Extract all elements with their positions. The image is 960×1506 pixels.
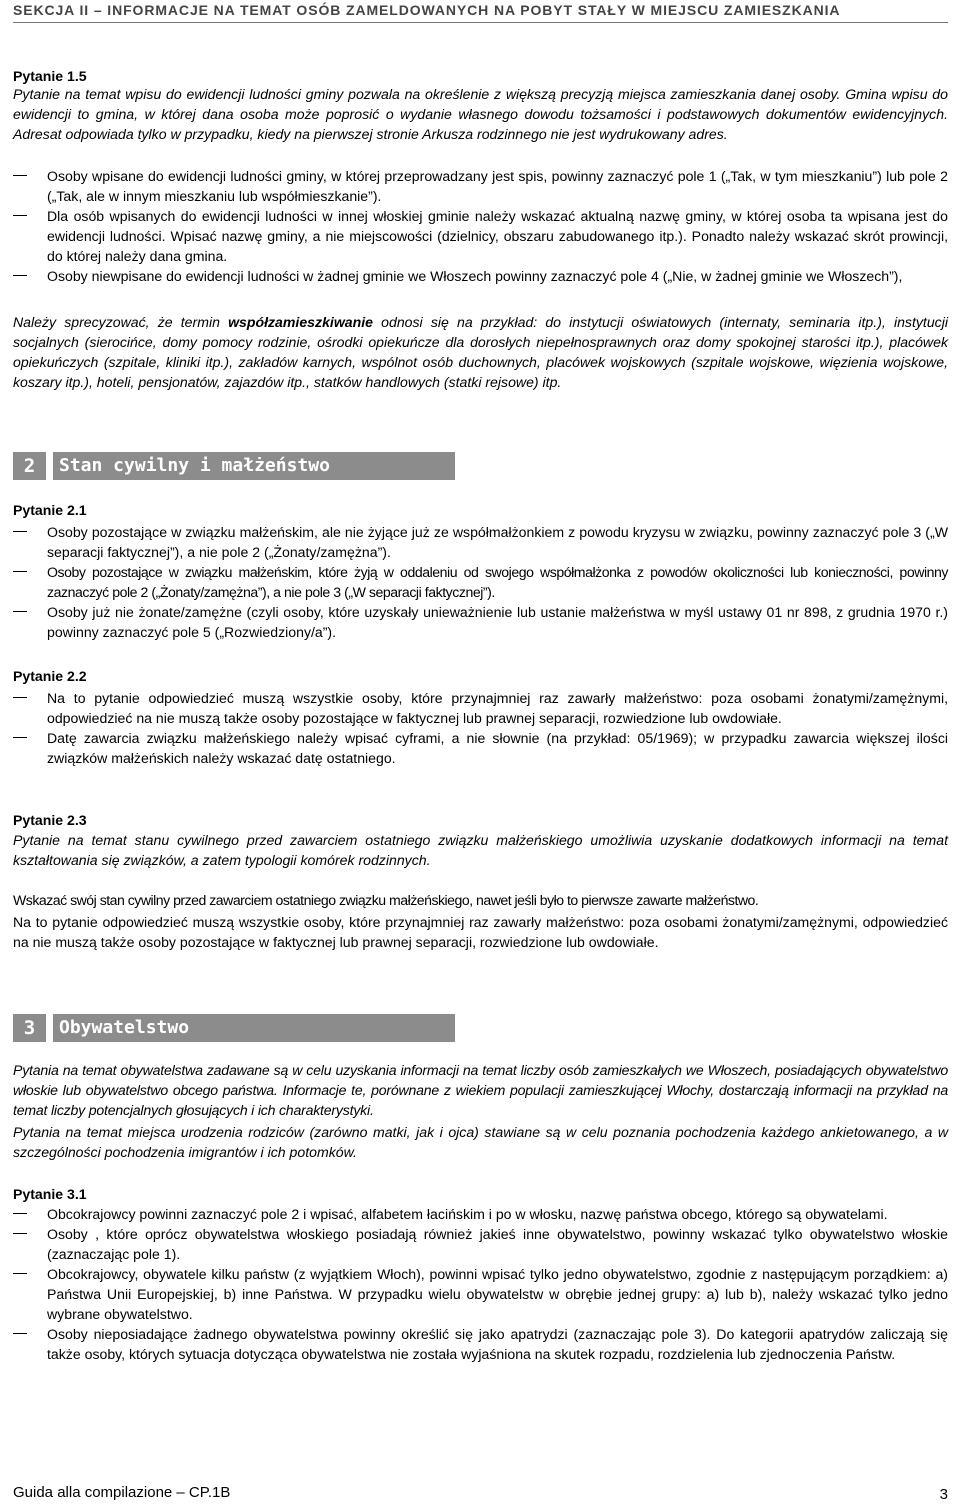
list-item: Datę zawarcia związku małżeńskiego należy wpisać cyframi, a nie słownie (na przykład: 05/1969); w przypadku zawarcia większej ilości związków małżeńskich należy wskazać datę ostatniego. xyxy=(13,728,948,768)
list-item: Na to pytanie odpowiedzieć muszą wszystkie osoby, które przynajmniej raz zawarły małżeństwo: poza osobami żonatymi/zamężnymi, odpowiedzieć na nie muszą także osoby pozostające w faktycznej lub prawnej separacji, rozwiedzione lub owdowiałe. xyxy=(13,688,948,728)
dash-bullet xyxy=(13,175,27,176)
dash-bullet xyxy=(13,531,27,532)
dash-bullet xyxy=(13,1273,27,1274)
question-1-5-heading: Pytanie 1.5 xyxy=(13,68,87,84)
list-item: Osoby już nie żonate/zamężne (czyli osoby, które uzyskały unieważnienie lub ustanie małżeństwa w myśl ustawy 01 nr 898, z grudnia 1970 r.) powinny zaznaczyć pole 5 („Rozwiedziony/a”). xyxy=(13,602,948,642)
section-3-intro-2: Pytania na temat miejsca urodzenia rodziców (zarówno matki, jak i ojca) stawiane są w celu poznania pochodzenia każdego ankietowanego, a w szczególności pochodzenia imigrantów i ich potomków. xyxy=(13,1124,948,1160)
question-2-3-note: Na to pytanie odpowiedzieć muszą wszystkie osoby, które przynajmniej raz zawarły małżeństwo: poza osobami żonatymi/zamężnymi, odpowiedzieć na nie muszą także osoby pozostające w faktycznej lub prawnej separacji, rozwiedzione lub owdowiałe. xyxy=(13,914,948,950)
dash-bullet xyxy=(13,275,27,276)
list-item: Obcokrajowcy, obywatele kilku państw (z wyjątkiem Włoch), powinni wpisać tylko jedno obywatelstwo, zgodnie z następującym porządkiem: a) Państwa Unii Europejskiej, b) inne Państwa. W przypadku wielu obywatelstw w obrębie jednej grupy: a) lub b), należy wskazać tylko jedno wybrane obywatelstwo. xyxy=(13,1264,948,1324)
dash-bullet xyxy=(13,1213,27,1214)
section-title: Stan cywilny i małżeństwo xyxy=(59,455,330,476)
dash-bullet xyxy=(13,697,27,698)
dash-bullet xyxy=(13,215,27,216)
list-item: Osoby nieposiadające żadnego obywatelstwa powinny określić się jako apatrydzi (zaznaczając pole 3). Do kategorii apatrydów zaliczają się także osoby, których sytuacja dotycząca obywatelstwa nie została wyjaśniona na skutek rozpadu, rozdzielenia lub zjednoczenia Państw. xyxy=(13,1324,948,1364)
question-1-5-note: Należy sprecyzować, że termin współzamieszkiwanie odnosi się na przykład: do instytucji oświatowych (internaty, seminaria itp.), instytucji socjalnych (sierocińce, domy pomocy rodzinie, ośrodki opiekuńcze dla dorosłych niepełnosprawnych oraz domy spokojnej starości itp.), placówek opiekuńczych (szpitale, kliniki itp.), zakładów karnych, wspólnot osób duchownych, placówek wojskowych (szpitale wojskowe, więzienia wojskowe, koszary itp.), hotelі, pensjonatów, zajazdów itp., statków handlowych (statki rejsowe) itp. xyxy=(13,314,948,390)
page-number: 3 xyxy=(939,1486,948,1503)
question-2-3-heading: Pytanie 2.3 xyxy=(13,812,87,828)
question-2-2-heading: Pytanie 2.2 xyxy=(13,668,87,684)
dash-bullet xyxy=(13,571,27,572)
question-1-5-list xyxy=(13,166,948,286)
list-item: Osoby , które oprócz obywatelstwa włoskiego posiadają również jakieś inne obywatelstwo, powinny wskazać tylko obywatelstwo włoskie (zaznaczając pole 1). xyxy=(13,1224,948,1264)
section-header: SEKCJA II – INFORMACJE NA TEMAT OSÓB ZAMELDOWANYCH NA POBYT STAŁY W MIEJSCU ZAMIESZKANIA xyxy=(13,2,948,23)
question-3-1-list xyxy=(13,1204,948,1364)
list-item: Osoby niewpisane do ewidencji ludności w żadnej gminie we Włoszech powinny zaznaczyć pole 4 („Nie, w żadnej gminie we Włoszech”), xyxy=(13,266,948,286)
question-2-3-intro: Pytanie na temat stanu cywilnego przed zawarciem ostatniego związku małżeńskiego umożliwia uzyskanie dodatkowych informacji na temat kształtowania się związków, a zatem typologii komórek rodzinnych. xyxy=(13,832,948,868)
section-title: Obywatelstwo xyxy=(59,1017,190,1038)
section-2-banner xyxy=(13,452,455,480)
question-2-1-list xyxy=(13,522,948,642)
section-number: 2 xyxy=(13,452,46,480)
question-1-5-intro: Pytanie na temat wpisu do ewidencji ludności gminy pozwala na określenie z większą precyzją miejsca zamieszkania danej osoby. Gmina wpisu do ewidencji to gmina, w której dana osoba może poprosić o wydanie własnego dowodu tożsamości i podstawowych dokumentów ewidencyjnych. Adresat odpowiada tylko w przypadku, kiedy na pierwszej stronie Arkusza rodzinnego nie jest wydrukowany adres. xyxy=(13,86,948,142)
question-2-3-instruction: Wskazać swój stan cywilny przed zawarciem ostatniego związku małżeńskiego, nawet jeśli było to pierwsze zawarte małżeństwo. xyxy=(13,892,759,908)
list-item: Obcokrajowcy powinni zaznaczyć pole 2 i wpisać, alfabetem łacińskim i po w włosku, nazwę państwa obcego, którego są obywatelami. xyxy=(13,1204,948,1224)
section-3-banner xyxy=(13,1014,455,1042)
dash-bullet xyxy=(13,737,27,738)
dash-bullet xyxy=(13,1233,27,1234)
list-item: Osoby pozostające w związku małżeńskim, które żyją w oddaleniu od swojego współmałżonka z powodów okoliczności lub konieczności, powinny zaznaczyć pole 2 („Żonaty/zamężna”), a nie pole 3 („W separacji faktycznej”). xyxy=(13,562,948,602)
question-3-1-heading: Pytanie 3.1 xyxy=(13,1186,87,1202)
question-2-2-list xyxy=(13,688,948,768)
question-2-1-heading: Pytanie 2.1 xyxy=(13,502,87,518)
list-item: Osoby pozostające w związku małżeńskim, ale nie żyjące już ze współmałżonkiem z powodu kryzysu w związku, powinny zaznaczyć pole 3 („W separacji faktycznej”), a nie pole 2 („Żonaty/zamężna”). xyxy=(13,522,948,562)
section-number: 3 xyxy=(13,1014,46,1042)
list-item: Osoby wpisane do ewidencji ludności gminy, w której przeprowadzany jest spis, powinny zaznaczyć pole 1 („Tak, w tym mieszkaniu”) lub pole 2 („Tak, ale w innym mieszkaniu lub współmieszkanie”). xyxy=(13,166,948,206)
list-item: Dla osób wpisanych do ewidencji ludności w innej włoskiej gminie należy wskazać aktualną nazwę gminy, w której osoba ta wpisana jest do ewidencji ludności. Wpisać nazwę gminy, a nie miejscowości (dzielnicy, obszaru zabudowanego itp.). Ponadto należy wskazać skrót prowincji, do której należy dana gmina. xyxy=(13,206,948,266)
dash-bullet xyxy=(13,1333,27,1334)
dash-bullet xyxy=(13,611,27,612)
footer-title: Guida alla compilazione – CP.1B xyxy=(13,1484,231,1501)
section-3-intro: Pytania na temat obywatelstwa zadawane są w celu uzyskania informacji na temat liczby osób zamieszkałych we Włoszech, posiadających obywatelstwo włoskie lub obywatelstwo obcego państwa. Informacje te, porównane z wiekiem populacji zamieszkującej Włochy, dostarczają informacji na przykład na temat liczby potencjalnych głosujących i ich charakterystyki. xyxy=(13,1062,948,1118)
